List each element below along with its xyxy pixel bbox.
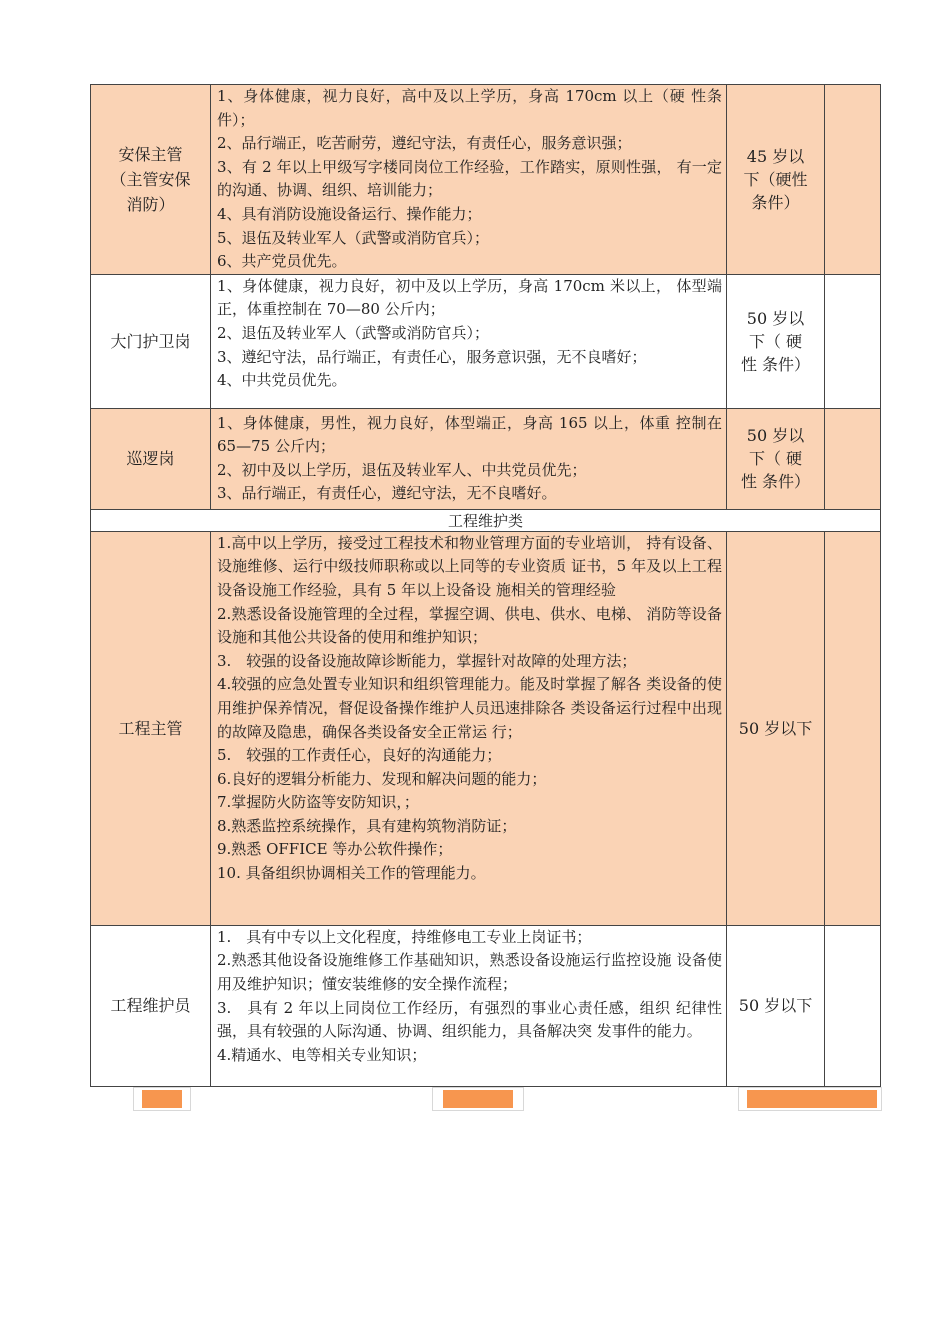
sheet-tab-middle[interactable] bbox=[432, 1087, 524, 1111]
position-cell: 工程维护员 bbox=[91, 925, 211, 1086]
table-row-security-supervisor bbox=[91, 85, 881, 275]
table-row-engineering-maintenance-worker bbox=[91, 925, 881, 1086]
table-row-engineering-supervisor bbox=[91, 531, 881, 925]
table-row-patrol-post bbox=[91, 408, 881, 509]
age-cell: 45 岁以下（硬性条件） bbox=[727, 85, 825, 275]
age-cell: 50 岁以下（ 硬 性 条件） bbox=[727, 274, 825, 408]
sheet-tab-left[interactable] bbox=[133, 1087, 191, 1111]
age-cell: 50 岁以下（ 硬 性 条件） bbox=[727, 408, 825, 509]
position-cell: 工程主管 bbox=[91, 531, 211, 925]
requirements-cell: 1、身体健康，男性，视力良好，体型端正，身高 165 以上，体重 控制在 65—75 公斤内； 2、初中及以上学历，退伍及转业军人、中共党员优先； 3、品行端正，有责任心，遵纪守法，无不良嗜好。 bbox=[211, 408, 727, 509]
note-cell bbox=[825, 925, 881, 1086]
requirements-cell: 1、身体健康，视力良好，初中及以上学历，身高 170cm 米以上， 体型端正，体重控制在 70—80 公斤内； 2、退伍及转业军人（武警或消防官兵）； 3、遵纪守法，品行端正，有责任心，服务意识强，无不良嗜好； 4、中共党员优先。 bbox=[211, 274, 727, 408]
section-title: 工程维护类 bbox=[91, 509, 881, 531]
note-cell bbox=[825, 408, 881, 509]
requirements-cell: 1、身体健康，视力良好，高中及以上学历，身高 170cm 以上（硬 性条件）； 2、品行端正，吃苦耐劳，遵纪守法，有责任心，服务意识强； 3、有 2 年以上甲级写字楼同岗位工作经验，工作踏实，原则性强， 有一定的沟通、协调、组织、培训能力； 4、具有消防设施设备运行、操作能力； 5、退伍及转业军人（武警或消防官兵）； 6、共产党员优先。 bbox=[211, 85, 727, 275]
age-cell: 50 岁以下 bbox=[727, 531, 825, 925]
sheet-tab-right[interactable] bbox=[738, 1087, 882, 1111]
requirements-cell: 1.高中以上学历，接受过工程技术和物业管理方面的专业培训， 持有设备、设施维修、运行中级技师职称或以上同等的专业资质 证书，5 年及以上工程设备设施工作经验，具有 5 年以上设备设 施相关的管理经验 2.熟悉设备设施管理的全过程，掌握空调、供电、供水、电梯、 消防等设备设施和其他公共设备的使用和维护知识； 3. 较强的设备设施故障诊断能力，掌握针对故障的处理方法； 4.较强的应急处置专业知识和组织管理能力。能及时掌握了解各 类设备的使用维护保养情况，督促设备操作维护人员迅速排除各 类设备运行过程中出现的故障及隐患，确保各类设备安全正常运 行； 5. 较强的工作责任心，良好的沟通能力； 6.良好的逻辑分析能力、发现和解决问题的能力； 7.掌握防火防盗等安防知识，； 8.熟悉监控系统操作，具有建构筑物消防证； 9.熟悉 OFFICE 等办公软件操作； 10. 具备组织协调相关工作的管理能力。 bbox=[211, 531, 727, 925]
note-cell bbox=[825, 85, 881, 275]
position-cell: 巡逻岗 bbox=[91, 408, 211, 509]
note-cell bbox=[825, 274, 881, 408]
position-cell: 大门护卫岗 bbox=[91, 274, 211, 408]
position-cell: 安保主管（主管安保消防） bbox=[91, 85, 211, 275]
requirements-cell: 1. 具有中专以上文化程度，持维修电工专业上岗证书； 2.熟悉其他设备设施维修工作基础知识，熟悉设备设施运行监控设施 设备使用及维护知识；懂安装维修的安全操作流程； 3. 具有 2 年以上同岗位工作经历，有强烈的事业心责任感，组织 纪律性强，具有较强的人际沟通、协调、组织能力，具备解决突 发事件的能力。 4.精通水、电等相关专业知识； bbox=[211, 925, 727, 1086]
recruitment-requirements-table bbox=[90, 84, 881, 1087]
table-row-gate-guard bbox=[91, 274, 881, 408]
note-cell bbox=[825, 531, 881, 925]
age-cell: 50 岁以下 bbox=[727, 925, 825, 1086]
section-header-row bbox=[91, 509, 881, 531]
